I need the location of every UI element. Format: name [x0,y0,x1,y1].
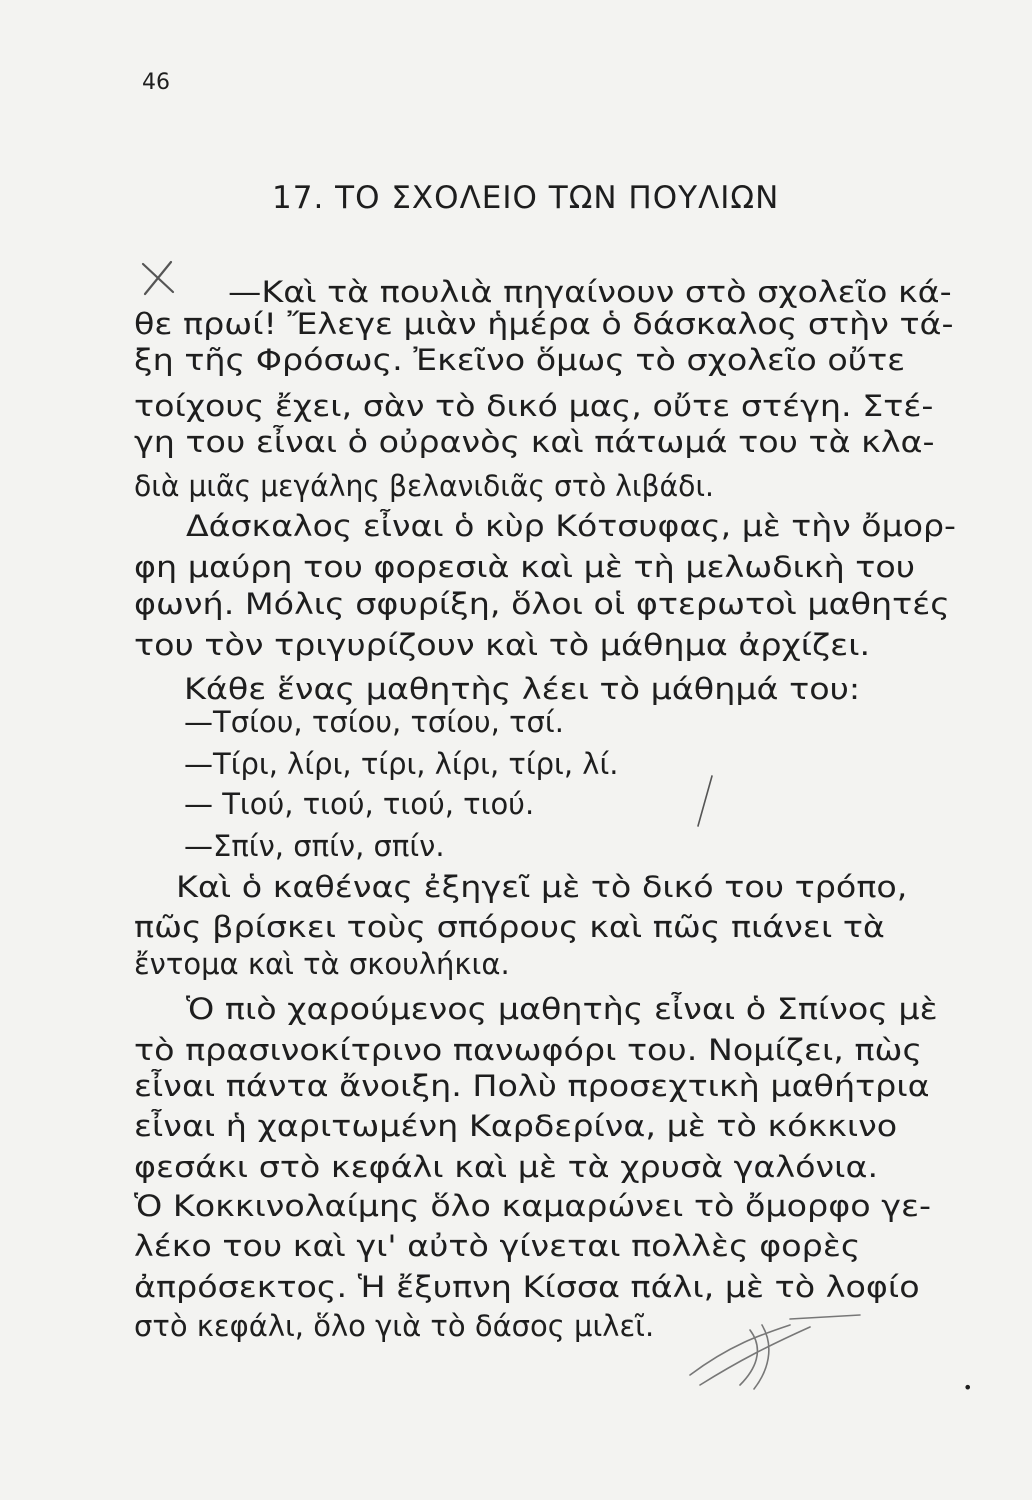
text-line: γη του εἶναι ὁ οὐρανὸς καὶ πάτωμά του τὰ κλα- [134,425,935,459]
text-line: —Τσίου, τσίου, τσίου, τσί. [184,705,564,739]
text-line: εἶναι ἡ χαριτωμένη Καρδερίνα, μὲ τὸ κόκκινο [134,1109,898,1143]
page-number: 46 [142,70,170,95]
chapter-title: 17. ΤΟ ΣΧΟΛΕΙΟ ΤΩΝ ΠΟΥΛΙΩΝ [272,180,780,216]
text-line: του τὸν τριγυρίζουν καὶ τὸ μάθημα ἀρχίζει. [134,628,871,662]
text-line: ἔντομα καὶ τὰ σκουλήκια. [134,947,510,981]
text-line: Ὁ πιὸ χαρούμενος μαθητὴς εἶναι ὁ Σπίνος μὲ [186,992,938,1026]
text-line: —Σπίν, σπίν, σπίν. [184,829,445,863]
text-line: φεσάκι στὸ κεφάλι καὶ μὲ τὰ χρυσὰ γαλόνια. [134,1150,879,1184]
text-line: Καὶ ὁ καθένας ἐξηγεῖ μὲ τὸ δικό του τρόπο, [176,870,908,904]
text-line: τοίχους ἔχει, σὰν τὸ δικό μας, οὔτε στέγη. Στέ- [134,389,934,423]
speck-icon: • [963,1378,973,1397]
text-line: — Τιού, τιού, τιού, τιού. [184,787,535,821]
text-line: λέκο του καὶ γι' αὐτὸ γίνεται πολλὲς φορὲς [134,1229,861,1263]
text-line: —Καὶ τὰ πουλιὰ πηγαίνουν στὸ σχολεῖο κά- [228,275,952,309]
pencil-scribble-icon [670,1305,880,1395]
text-line: —Τίρι, λίρι, τίρι, λίρι, τίρι, λί. [184,747,619,781]
text-line: ἀπρόσεκτος. Ἡ ἔξυπνη Κίσσα πάλι, μὲ τὸ λοφίο [134,1270,920,1304]
text-line: πῶς βρίσκει τοὺς σπόρους καὶ πῶς πιάνει τὰ [134,910,885,944]
text-line: τὸ πρασινοκίτρινο πανωφόρι του. Νομίζει, πὼς [134,1033,923,1067]
text-line: Δάσκαλος εἶναι ὁ κὺρ Κότσυφας, μὲ τὴν ὄμορ- [186,509,956,543]
text-line: ξη τῆς Φρόσως. Ἐκεῖνο ὅμως τὸ σχολεῖο οὔτε [134,343,906,377]
text-line: φωνή. Μόλις σφυρίξη, ὅλοι οἱ φτερωτοὶ μαθητές [134,587,950,621]
text-line: φη μαύρη του φορεσιὰ καὶ μὲ τὴ μελωδικὴ του [134,550,916,584]
text-line: στὸ κεφάλι, ὅλο γιὰ τὸ δάσος μιλεῖ. [134,1309,655,1343]
text-line: διὰ μιᾶς μεγάλης βελανιδιᾶς στὸ λιβάδι. [134,469,714,503]
text-line: Ὁ Κοκκινολαίμης ὅλο καμαρώνει τὸ ὄμορφο γε- [134,1189,932,1223]
pencil-x-mark-icon [137,258,179,298]
pencil-tick-mark-icon [690,772,720,832]
text-line: Κάθε ἕνας μαθητὴς λέει τὸ μάθημά του: [184,672,861,706]
text-line: εἶναι πάντα ἄνοιξη. Πολὺ προσεχτικὴ μαθήτρια [134,1069,930,1103]
text-line: θε πρωί! Ἔλεγε μιὰν ἡμέρα ὁ δάσκαλος στὴν τά- [134,307,954,341]
